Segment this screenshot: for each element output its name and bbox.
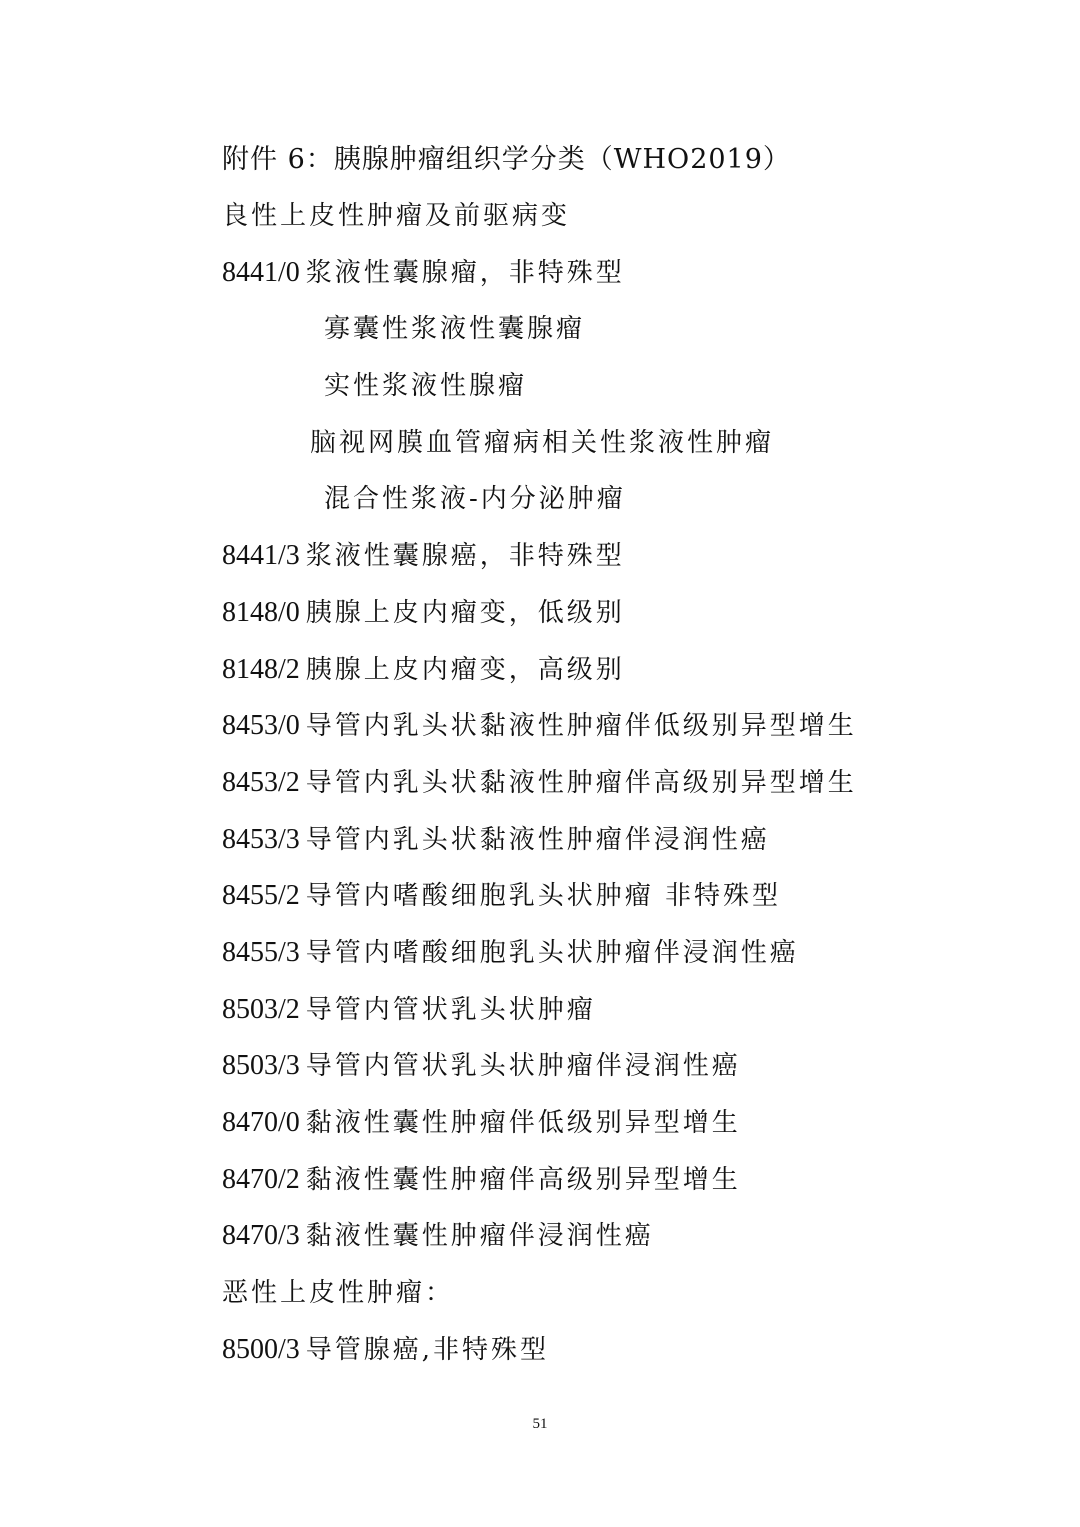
icd-o-code: 8470/2 xyxy=(222,1163,300,1195)
classification-list xyxy=(222,194,982,1384)
classification-entry xyxy=(222,1044,982,1101)
icd-o-code: 8453/0 xyxy=(222,710,300,742)
entry-text: 良性上皮性肿瘤及前驱病变 xyxy=(222,201,571,231)
icd-o-code: 8441/0 xyxy=(222,256,300,288)
entry-text: 胰腺上皮内瘤变，低级别 xyxy=(305,597,625,628)
entry-text: 黏液性囊性肿瘤伴低级别异型增生 xyxy=(305,1108,741,1138)
entry-text: 混合性浆液-内分泌肿瘤 xyxy=(324,484,626,515)
icd-o-code: 8503/3 xyxy=(222,1050,300,1082)
classification-entry xyxy=(222,534,982,591)
entry-text: 导管内管状乳头状肿瘤伴浸润性癌 xyxy=(305,1051,741,1082)
sub-entry xyxy=(222,421,982,478)
section-heading xyxy=(222,1271,982,1328)
icd-o-code: 8470/0 xyxy=(222,1107,300,1138)
classification-entry xyxy=(222,874,982,931)
icd-o-code: 8503/2 xyxy=(222,993,300,1025)
page-number: 51 xyxy=(532,1416,548,1432)
entry-text: 导管内乳头状黏液性肿瘤伴高级别异型增生 xyxy=(305,767,857,798)
icd-o-code: 8453/2 xyxy=(222,766,300,798)
classification-entry xyxy=(222,931,982,988)
page-title: 附件 6：胰腺肿瘤组织学分类（WHO2019） xyxy=(222,144,791,175)
icd-o-code: 8148/0 xyxy=(222,596,300,628)
entry-text: 导管内嗜酸细胞乳头状肿瘤伴浸润性癌 xyxy=(305,937,799,968)
entry-text: 黏液性囊性肿瘤伴浸润性癌 xyxy=(305,1221,654,1252)
entry-text: 寡囊性浆液性囊腺瘤 xyxy=(324,314,586,345)
icd-o-code: 8500/3 xyxy=(222,1333,300,1365)
classification-entry xyxy=(222,591,982,648)
entry-text: 导管内乳头状黏液性肿瘤伴浸润性癌 xyxy=(305,824,770,855)
entry-text: 黏液性囊性肿瘤伴高级别异型增生 xyxy=(305,1164,741,1195)
classification-entry xyxy=(222,648,982,705)
classification-entry xyxy=(222,761,982,818)
entry-text: 浆液性囊腺瘤，非特殊型 xyxy=(305,257,625,288)
icd-o-code: 8148/2 xyxy=(222,653,300,685)
icd-o-code: 8455/3 xyxy=(222,936,300,968)
entry-text: 实性浆液性腺瘤 xyxy=(324,371,528,402)
entry-text: 导管腺癌,非特殊型 xyxy=(305,1334,550,1365)
entry-text: 导管内乳头状黏液性肿瘤伴低级别异型增生 xyxy=(305,711,857,742)
icd-o-code: 8453/3 xyxy=(222,823,300,855)
icd-o-code: 8455/2 xyxy=(222,880,300,912)
sub-entry xyxy=(222,307,982,364)
entry-text: 导管内嗜酸细胞乳头状肿瘤 非特殊型 xyxy=(305,881,782,912)
entry-text: 浆液性囊腺癌，非特殊型 xyxy=(305,541,625,572)
classification-entry xyxy=(222,988,982,1045)
entry-text: 导管内管状乳头状肿瘤 xyxy=(305,994,596,1025)
sub-entry xyxy=(222,364,982,421)
icd-o-code: 8441/3 xyxy=(222,540,300,572)
classification-entry xyxy=(222,1158,982,1215)
classification-entry xyxy=(222,1328,982,1385)
icd-o-code: 8470/3 xyxy=(222,1220,300,1252)
section-heading xyxy=(222,194,982,251)
classification-entry xyxy=(222,1214,982,1271)
sub-entry xyxy=(222,477,982,534)
entry-text: 脑视网膜血管瘤病相关性浆液性肿瘤 xyxy=(310,427,775,458)
classification-entry xyxy=(222,251,982,308)
classification-entry xyxy=(222,704,982,761)
classification-entry xyxy=(222,1101,982,1158)
entry-text: 恶性上皮性肿瘤： xyxy=(222,1278,455,1309)
entry-text: 胰腺上皮内瘤变，高级别 xyxy=(305,654,625,685)
classification-entry xyxy=(222,818,982,875)
